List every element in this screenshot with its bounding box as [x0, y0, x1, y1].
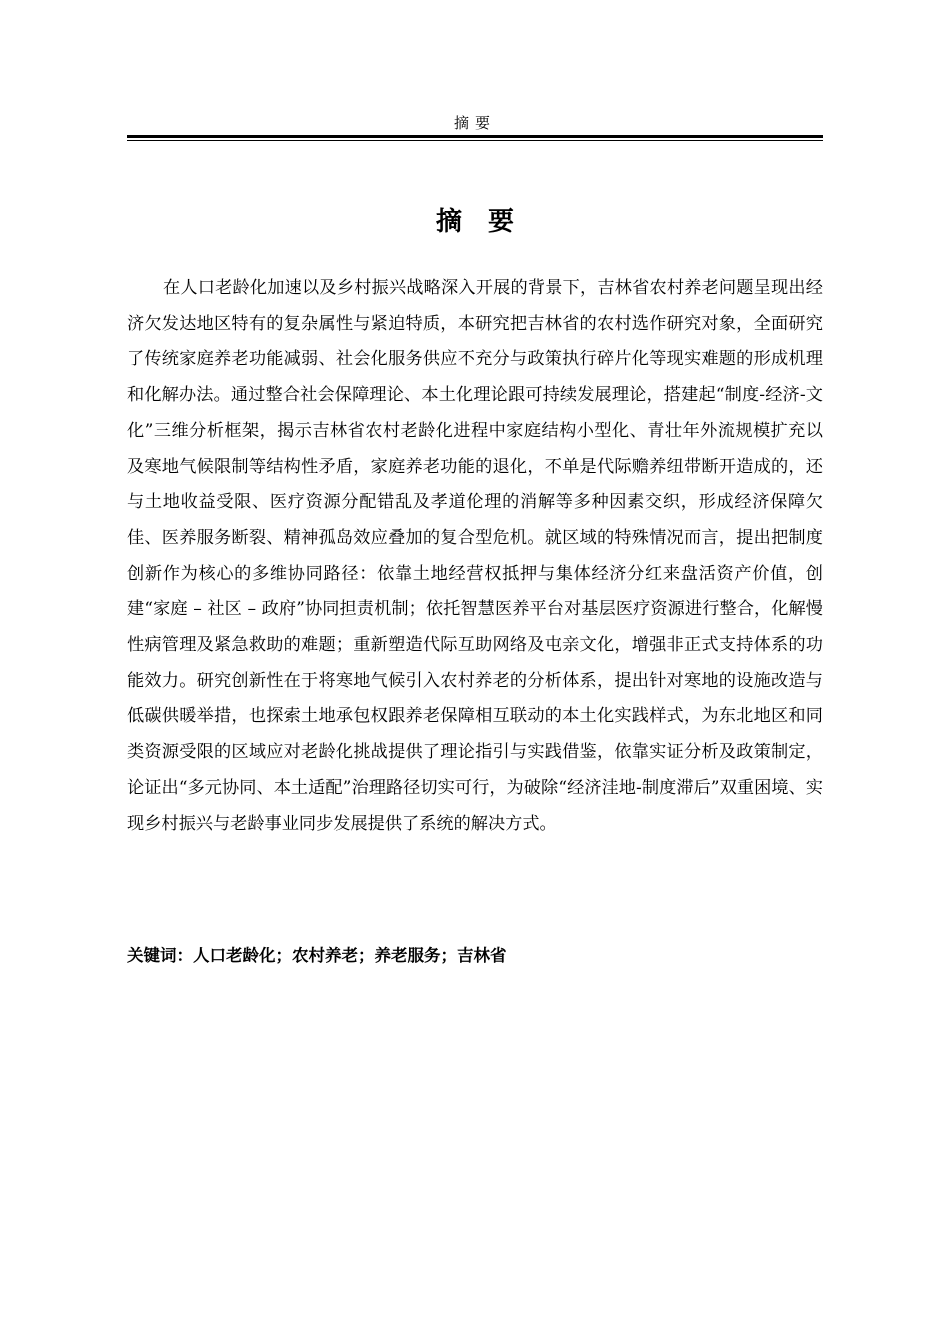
- header-rule-thick: [127, 135, 823, 138]
- running-header: 摘要: [453, 114, 496, 132]
- keywords: 关键词：人口老龄化；农村养老；养老服务；吉林省: [127, 946, 507, 965]
- header-rule-thin: [127, 140, 823, 141]
- abstract-body: 在人口老龄化加速以及乡村振兴战略深入开展的背景下，吉林省农村养老问题呈现出经济欠发达地区特有的复杂属性与紧迫特质，本研究把吉林省的农村选作研究对象，全面研究了传统家庭养老功能减弱、社会化服务供应不充分与政策执行碎片化等现实难题的形成机理和化解办法。通过整合社会保障理论、本土化理论跟可持续发展理论，搭建起“制度-经济-文化”三维分析框架，揭示吉林省农村老龄化进程中家庭结构小型化、青壮年外流规模扩充以及寒地气候限制等结构性矛盾，家庭养老功能的退化，不单是代际赡养纽带断开造成的，还与土地收益受限、医疗资源分配错乱及孝道伦理的消解等多种因素交织，形成经济保障欠佳、医养服务断裂、精神孤岛效应叠加的复合型危机。就区域的特殊情况而言，提出把制度创新作为核心的多维协同路径：依靠土地经营权抵押与集体经济分红来盘活资产价值，创建“家庭 – 社区 – 政府”协同担责机制；依托智慧医养平台对基层医疗资源进行整合，化解慢性病管理及紧急救助的难题；重新塑造代际互助网络及屯亲文化，增强非正式支持体系的功能效力。研究创新性在于将寒地气候引入农村养老的分析体系，提出针对寒地的设施改造与低碳供暖举措，也探索土地承包权跟养老保障相互联动的本土化实践样式，为东北地区和同类资源受限的区域应对老龄化挑战提供了理论指引与实践借鉴，依靠实证分析及政策制定，论证出“多元协同、本土适配”治理路径切实可行，为破除“经济洼地-制度滞后”双重困境、实现乡村振兴与老龄事业同步发展提供了系统的解决方式。: [127, 278, 823, 834]
- page-title: 摘要: [435, 207, 540, 237]
